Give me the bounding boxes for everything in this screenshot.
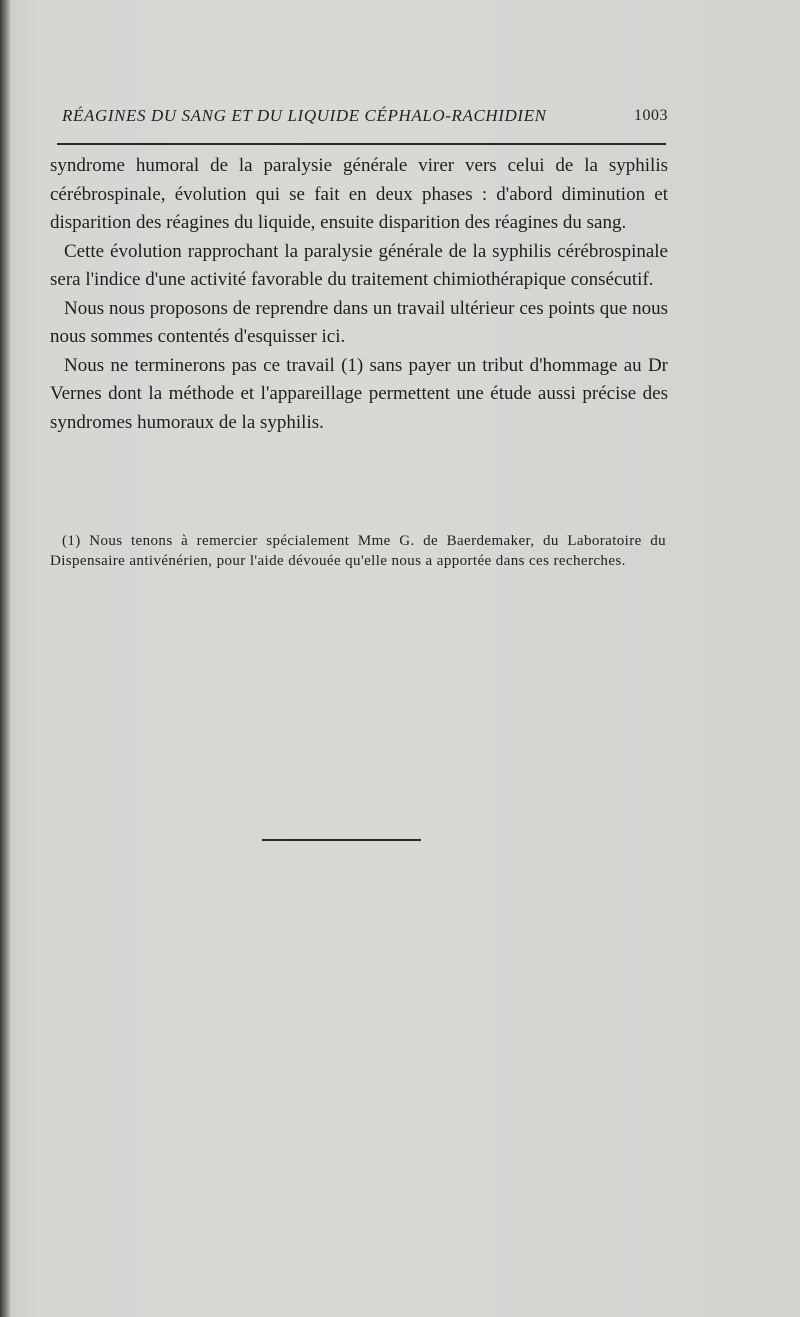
binding-shadow (0, 0, 10, 1317)
paragraph: Cette évolution rapprochant la paralysie générale de la syphilis cérébrospinale sera l'indice d'une activité favorable du traitement chimiothérapique consécutif. (50, 240, 668, 290)
paragraph: Nous nous proposons de reprendre dans un travail ultérieur ces points que nous nous sommes contentés d'esquisser ici. (50, 297, 668, 347)
body-text (50, 152, 668, 437)
paragraph: Nous ne terminerons pas ce travail (1) sans payer un tribut d'hommage au Dr Vernes dont la méthode et l'appareillage permettent une étude aussi précise des syndromes humoraux de la syphilis. (50, 354, 668, 433)
paragraph: syndrome humoral de la paralysie générale virer vers celui de la syphilis cérébrospinale, évolution qui se fait en deux phases : d'abord diminution et disparition des réagines du liquide, ensuite disparition des réagines du sang. (50, 155, 668, 233)
footnote-text: (1) Nous tenons à remercier spécialement Mme G. de Baerdemaker, du Laboratoire du Dispensaire antivénérien, pour l'aide dévouée qu'elle nous a apportée dans ces recherches. (50, 533, 666, 569)
end-rule (262, 839, 421, 841)
running-head: RÉAGINES DU SANG ET DU LIQUIDE CÉPHALO-RACHIDIEN (62, 106, 547, 125)
page-header (62, 106, 670, 132)
page-number: 1003 (634, 107, 668, 124)
footnote (50, 531, 666, 571)
header-rule (57, 143, 666, 145)
